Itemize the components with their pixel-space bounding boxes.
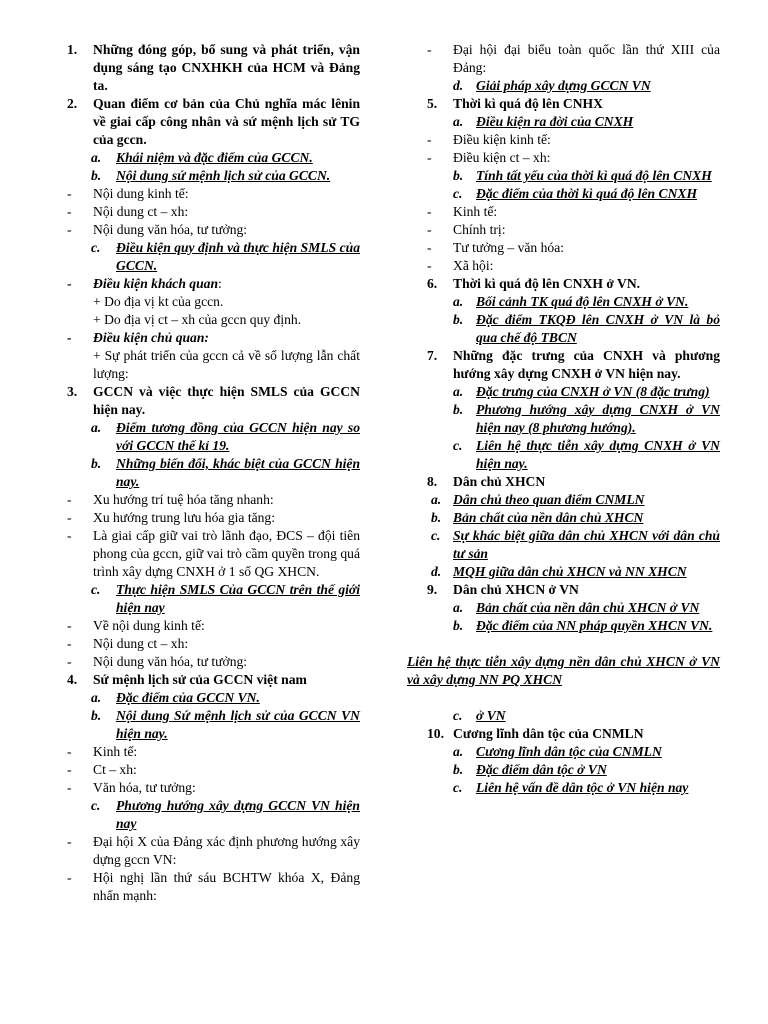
dash-item bbox=[67, 653, 360, 671]
dash-item bbox=[67, 203, 360, 221]
item-text: Đại hội X của Đảng xác định phương hướng xây dựng gccn VN: bbox=[93, 834, 360, 867]
dash-bullet: - bbox=[427, 150, 432, 165]
item-text: Điều kiện ct – xh: bbox=[453, 150, 551, 165]
sub-letter: b. bbox=[91, 456, 102, 471]
sub-letter: b. bbox=[453, 762, 464, 777]
sub-letter: c. bbox=[453, 708, 463, 723]
subheading-6a bbox=[407, 293, 720, 311]
subheading-text: Phương hướng xây dựng GCCN VN hiện nay bbox=[116, 798, 360, 831]
sub-letter: a. bbox=[453, 384, 464, 399]
subheading-text: Đặc trưng của CNXH ở VN (8 đặc trưng) bbox=[476, 384, 710, 399]
subheading-3a bbox=[67, 419, 360, 455]
item-text: Kinh tế: bbox=[93, 744, 138, 759]
dash-item bbox=[67, 869, 360, 905]
note-paragraph bbox=[407, 653, 720, 689]
dash-bullet: - bbox=[427, 132, 432, 147]
dash-bullet: - bbox=[427, 222, 432, 237]
subheading-text: Giải pháp xây dựng GCCN VN bbox=[476, 78, 651, 93]
dash-item bbox=[407, 257, 720, 275]
subheading-text: Điểm tương đồng của GCCN hiện nay so với GCCN thế kỉ 19. bbox=[116, 420, 360, 453]
dash-bullet: - bbox=[67, 204, 72, 219]
subheading-text: Khái niệm và đặc điểm của GCCN. bbox=[116, 150, 313, 165]
heading-number: 7. bbox=[427, 348, 438, 363]
item-text: Về nội dung kinh tế: bbox=[93, 618, 205, 633]
subheading-5b bbox=[407, 167, 720, 185]
sub-letter: b. bbox=[453, 168, 464, 183]
subheading-10c bbox=[407, 779, 720, 797]
subheading-text: ở VN bbox=[476, 708, 506, 723]
sub-letter: b. bbox=[91, 168, 102, 183]
item-text: Là giai cấp giữ vai trò lãnh đạo, ĐCS – đội tiên phong của gccn, giữ vai trò cầm quyền trong quá trình xây dựng CNXH ở 1 số QG XHCN. bbox=[93, 528, 360, 579]
subheading-7c bbox=[407, 437, 720, 473]
dash-item bbox=[67, 509, 360, 527]
spacer bbox=[407, 635, 720, 653]
item-text: + Sự phát triển của gccn cả về số lượng lẫn chất lượng: bbox=[93, 348, 360, 381]
subheading-6b bbox=[407, 311, 720, 347]
subheading-text: Thực hiện SMLS Của GCCN trên thế giới hiện nay bbox=[116, 582, 360, 615]
subheading-text: Bản chất của nền dân chủ XHCN bbox=[453, 510, 644, 525]
subheading-4c bbox=[67, 797, 360, 833]
subheading-10a bbox=[407, 743, 720, 761]
sub-letter: c. bbox=[453, 186, 463, 201]
item-text: Hội nghị lần thứ sáu BCHTW khóa X, Đảng nhấn mạnh: bbox=[93, 870, 360, 903]
subheading-9c bbox=[407, 707, 720, 725]
heading-text: Sứ mệnh lịch sử của GCCN việt nam bbox=[93, 672, 307, 687]
dash-item bbox=[67, 329, 360, 347]
sub-letter: b. bbox=[431, 510, 442, 525]
heading-number: 5. bbox=[427, 96, 438, 111]
item-text: Nội dung văn hóa, tư tưởng: bbox=[93, 654, 248, 669]
sub-letter: a. bbox=[453, 744, 464, 759]
heading-text: Cương lĩnh dân tộc của CNMLN bbox=[453, 726, 644, 741]
dash-item bbox=[67, 221, 360, 239]
item-text: Đại hội đại biểu toàn quốc lần thứ XIII của Đảng: bbox=[453, 42, 720, 75]
subheading-text: Dân chủ theo quan điểm CNMLN bbox=[453, 492, 645, 507]
item-text: Điều kiện kinh tế: bbox=[453, 132, 551, 147]
subheading-2a bbox=[67, 149, 360, 167]
dash-bullet: - bbox=[67, 276, 72, 291]
right-column bbox=[407, 41, 720, 797]
subheading-2b bbox=[67, 167, 360, 185]
dash-item bbox=[407, 239, 720, 257]
subheading-10b bbox=[407, 761, 720, 779]
dash-bullet: - bbox=[67, 834, 72, 849]
sub-letter: a. bbox=[453, 600, 464, 615]
dash-bullet: - bbox=[67, 492, 72, 507]
subheading-d bbox=[407, 77, 720, 95]
sub-letter: c. bbox=[453, 438, 463, 453]
heading-2 bbox=[67, 95, 360, 149]
heading-text: Dân chủ XHCN bbox=[453, 474, 546, 489]
dash-bullet: - bbox=[67, 618, 72, 633]
subheading-text: Những biến đổi, khác biệt của GCCN hiện nay. bbox=[116, 456, 360, 489]
heading-10 bbox=[407, 725, 720, 743]
dash-item bbox=[67, 743, 360, 761]
item-text: + Do địa vị ct – xh của gccn quy định. bbox=[93, 312, 302, 327]
plus-item bbox=[67, 293, 360, 311]
plus-item bbox=[67, 347, 360, 383]
heading-8 bbox=[407, 473, 720, 491]
item-text: Ct – xh: bbox=[93, 762, 137, 777]
dash-bullet: - bbox=[67, 780, 72, 795]
item-bold: Điều kiện khách quan bbox=[93, 276, 219, 291]
dash-bullet: - bbox=[427, 42, 432, 57]
heading-9 bbox=[407, 581, 720, 599]
heading-number: 8. bbox=[427, 474, 438, 489]
item-text: Xã hội: bbox=[453, 258, 494, 273]
subheading-text: Phương hướng xây dựng CNXH ở VN hiện nay (8 phương hướng). bbox=[476, 402, 720, 435]
dash-bullet: - bbox=[67, 744, 72, 759]
sub-letter: b. bbox=[453, 618, 464, 633]
item-text: Nội dung ct – xh: bbox=[93, 204, 189, 219]
subheading-7b bbox=[407, 401, 720, 437]
spacer bbox=[407, 689, 720, 707]
dash-item bbox=[67, 617, 360, 635]
subheading-text: Đặc điểm của GCCN VN. bbox=[116, 690, 260, 705]
subheading-text: Điều kiện ra đời của CNXH bbox=[476, 114, 634, 129]
subheading-text: Cương lĩnh dân tộc của CNMLN bbox=[476, 744, 662, 759]
dash-item bbox=[67, 833, 360, 869]
dash-bullet: - bbox=[67, 186, 72, 201]
sub-letter: a. bbox=[91, 150, 102, 165]
heading-number: 10. bbox=[427, 726, 444, 741]
dash-item bbox=[67, 635, 360, 653]
sub-letter: a. bbox=[453, 114, 464, 129]
sub-letter: d. bbox=[453, 78, 464, 93]
item-text: Tư tưởng – văn hóa: bbox=[453, 240, 565, 255]
dash-bullet: - bbox=[67, 510, 72, 525]
subheading-3b bbox=[67, 455, 360, 491]
sub-letter: c. bbox=[91, 582, 101, 597]
subheading-text: Bản chất của nền dân chủ XHCN ở VN bbox=[476, 600, 700, 615]
dash-item bbox=[67, 761, 360, 779]
sub-letter: a. bbox=[431, 492, 442, 507]
heading-text: Những đóng góp, bổ sung và phát triển, vận dụng sáng tạo CNXHKH của HCM và Đảng ta. bbox=[93, 42, 360, 93]
subheading-8c bbox=[407, 527, 720, 563]
dash-item bbox=[67, 491, 360, 509]
sub-letter: c. bbox=[91, 798, 101, 813]
item-text: Nội dung ct – xh: bbox=[93, 636, 189, 651]
dash-item bbox=[407, 149, 720, 167]
dash-item bbox=[407, 203, 720, 221]
item-text: Xu hướng trung lưu hóa gia tăng: bbox=[93, 510, 276, 525]
dash-bullet: - bbox=[67, 762, 72, 777]
subheading-text: Đặc điểm của thời kì quá độ lên CNXH bbox=[476, 186, 698, 201]
sub-letter: a. bbox=[91, 690, 102, 705]
dash-item bbox=[407, 41, 720, 77]
item-text: Văn hóa, tư tưởng: bbox=[93, 780, 196, 795]
heading-text: Những đặc trưng của CNXH và phương hướng xây dựng CNXH ở VN hiện nay. bbox=[453, 348, 720, 381]
subheading-9a bbox=[407, 599, 720, 617]
item-text: : bbox=[218, 276, 222, 291]
dash-item bbox=[407, 221, 720, 239]
subheading-text: Đặc điểm dân tộc ở VN bbox=[476, 762, 607, 777]
note-text: Liên hệ thực tiễn xây dựng nền dân chủ XHCN ở VN và xây dựng NN PQ XHCN bbox=[407, 654, 720, 687]
sub-letter: b. bbox=[453, 402, 464, 417]
item-text: + Do địa vị kt của gccn. bbox=[93, 294, 224, 309]
sub-letter: b. bbox=[91, 708, 102, 723]
item-text: Nội dung văn hóa, tư tưởng: bbox=[93, 222, 248, 237]
heading-number: 1. bbox=[67, 42, 78, 57]
heading-text: Thời kì quá độ lên CNHX bbox=[453, 96, 603, 111]
dash-bullet: - bbox=[67, 870, 72, 885]
dash-bullet: - bbox=[67, 528, 72, 543]
dash-bullet: - bbox=[67, 636, 72, 651]
subheading-text: Liên hệ thực tiễn xây dựng CNXH ở VN hiện nay. bbox=[476, 438, 720, 471]
subheading-8d bbox=[407, 563, 720, 581]
heading-7 bbox=[407, 347, 720, 383]
dash-item bbox=[67, 527, 360, 581]
dash-item bbox=[67, 779, 360, 797]
heading-text: Dân chủ XHCN ở VN bbox=[453, 582, 579, 597]
sub-letter: d. bbox=[431, 564, 442, 579]
sub-letter: a. bbox=[453, 294, 464, 309]
subheading-3c bbox=[67, 581, 360, 617]
subheading-2c bbox=[67, 239, 360, 275]
subheading-7a bbox=[407, 383, 720, 401]
sub-letter: c. bbox=[431, 528, 441, 543]
sub-letter: c. bbox=[91, 240, 101, 255]
dash-item bbox=[67, 185, 360, 203]
left-column bbox=[67, 41, 360, 905]
subheading-text: Đặc điểm TKQĐ lên CNXH ở VN là bỏ qua chế độ TBCN bbox=[476, 312, 720, 345]
dash-bullet: - bbox=[427, 258, 432, 273]
subheading-8b bbox=[407, 509, 720, 527]
dash-item bbox=[67, 275, 360, 293]
subheading-5a bbox=[407, 113, 720, 131]
dash-bullet: - bbox=[427, 204, 432, 219]
dash-bullet: - bbox=[67, 654, 72, 669]
subheading-9b bbox=[407, 617, 720, 635]
subheading-text: Bối cảnh TK quá độ lên CNXH ở VN. bbox=[476, 294, 689, 309]
heading-text: Quan điểm cơ bản của Chủ nghĩa mác lênin về giai cấp công nhân và sứ mệnh lịch sử TG của gccn. bbox=[93, 96, 360, 147]
heading-6 bbox=[407, 275, 720, 293]
heading-number: 3. bbox=[67, 384, 78, 399]
heading-5 bbox=[407, 95, 720, 113]
subheading-text: MQH giữa dân chủ XHCN và NN XHCN bbox=[453, 564, 687, 579]
item-text: Điều kiện chủ quan: bbox=[93, 330, 209, 345]
subheading-text: Tính tất yếu của thời kì quá độ lên CNXH bbox=[476, 168, 712, 183]
heading-number: 6. bbox=[427, 276, 438, 291]
subheading-text: Điều kiện quy định và thực hiện SMLS của GCCN. bbox=[116, 240, 360, 273]
subheading-text: Liên hệ vấn đề dân tộc ở VN hiện nay bbox=[476, 780, 689, 795]
heading-number: 2. bbox=[67, 96, 78, 111]
subheading-4b bbox=[67, 707, 360, 743]
subheading-8a bbox=[407, 491, 720, 509]
item-text: Kinh tế: bbox=[453, 204, 498, 219]
heading-number: 4. bbox=[67, 672, 78, 687]
item-text: Xu hướng trí tuệ hóa tăng nhanh: bbox=[93, 492, 274, 507]
sub-letter: c. bbox=[453, 780, 463, 795]
subheading-4a bbox=[67, 689, 360, 707]
dash-bullet: - bbox=[67, 222, 72, 237]
item-text: Nội dung kinh tế: bbox=[93, 186, 189, 201]
subheading-text: Nội dung Sứ mệnh lịch sử của GCCN VN hiện nay. bbox=[116, 708, 360, 741]
heading-number: 9. bbox=[427, 582, 438, 597]
subheading-text: Nội dung sứ mệnh lịch sử của GCCN. bbox=[116, 168, 331, 183]
heading-text: GCCN và việc thực hiện SMLS của GCCN hiện nay. bbox=[93, 384, 360, 417]
heading-3 bbox=[67, 383, 360, 419]
subheading-text: Đặc điểm của NN pháp quyền XHCN VN. bbox=[476, 618, 713, 633]
subheading-5c bbox=[407, 185, 720, 203]
plus-item bbox=[67, 311, 360, 329]
dash-bullet: - bbox=[67, 330, 72, 345]
sub-letter: a. bbox=[91, 420, 102, 435]
dash-item bbox=[407, 131, 720, 149]
sub-letter: b. bbox=[453, 312, 464, 327]
heading-1 bbox=[67, 41, 360, 95]
heading-4 bbox=[67, 671, 360, 689]
item-text: Chính trị: bbox=[453, 222, 506, 237]
subheading-text: Sự khác biệt giữa dân chủ XHCN với dân chủ tư sản bbox=[453, 528, 720, 561]
heading-text: Thời kì quá độ lên CNXH ở VN. bbox=[453, 276, 641, 291]
dash-bullet: - bbox=[427, 240, 432, 255]
